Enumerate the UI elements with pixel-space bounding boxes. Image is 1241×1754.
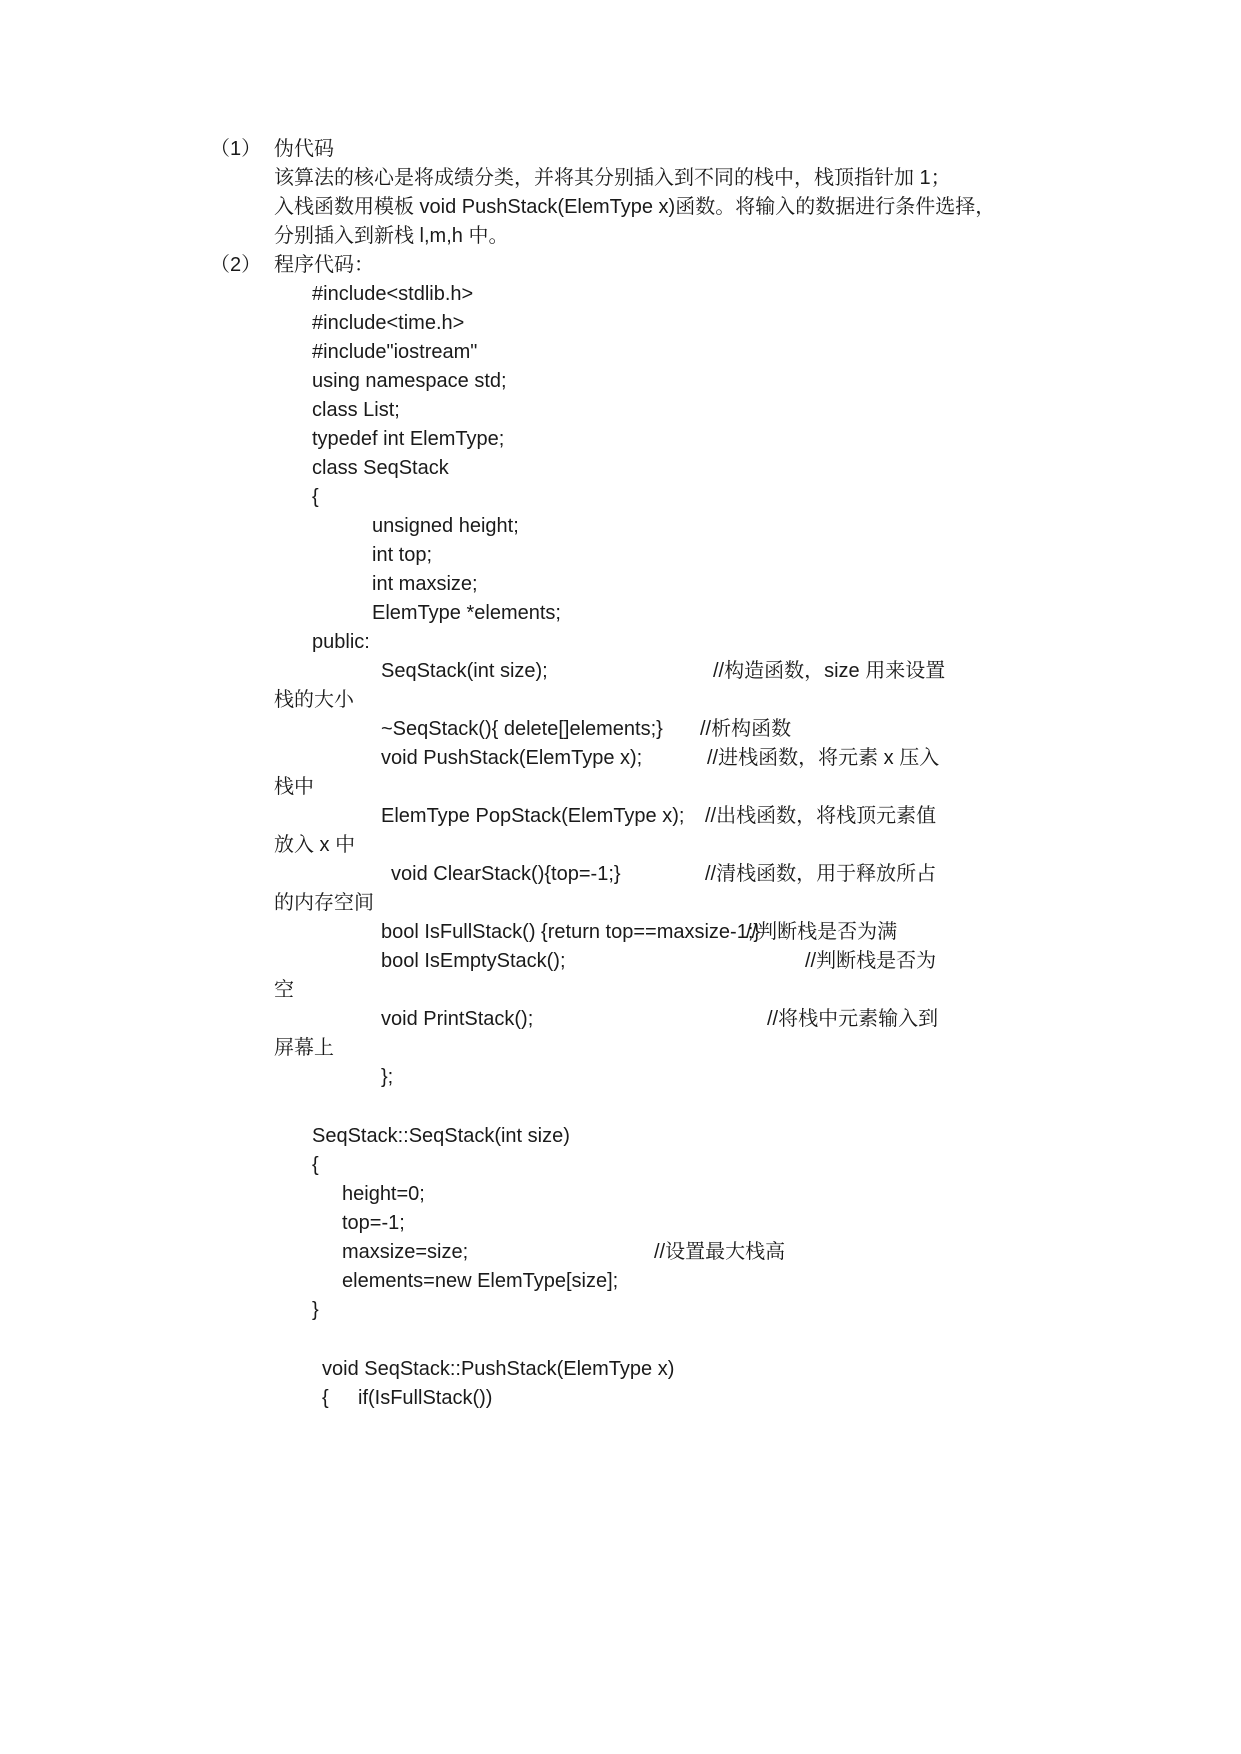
- code-method-push: void PushStack(ElemType x);: [381, 747, 643, 769]
- paragraph-line-3: 分别插入到新栈 l,m,h 中。: [274, 225, 509, 247]
- code-method-ctor: SeqStack(int size);: [381, 660, 548, 682]
- code-comment-pop: //出栈函数，将栈顶元素值: [705, 805, 937, 827]
- code-wrap-push: 栈中: [274, 776, 314, 798]
- paragraph-line-2: 入栈函数用模板 void PushStack(ElemType x)函数。将输入的数据进行条件选择，: [274, 196, 996, 218]
- code-class-list: class List;: [312, 399, 400, 421]
- code-ctor-comment: //设置最大栈高: [654, 1241, 786, 1263]
- code-ctor-signature: SeqStack::SeqStack(int size): [312, 1125, 570, 1147]
- code-member-top: int top;: [372, 544, 433, 566]
- code-class-close: };: [381, 1066, 394, 1088]
- code-public: public:: [312, 631, 370, 653]
- code-method-print: void PrintStack();: [381, 1008, 534, 1030]
- paragraph-line-1: 该算法的核心是将成绩分类，并将其分别插入到不同的栈中，栈顶指针加 1；: [274, 167, 951, 189]
- code-comment-push: //进栈函数，将元素 x 压入: [707, 747, 940, 769]
- code-push-open: {: [322, 1387, 329, 1409]
- code-include-time: #include<time.h>: [312, 312, 465, 334]
- code-member-height: unsigned height;: [372, 515, 519, 537]
- code-ctor-close: }: [312, 1299, 319, 1321]
- code-include-iostream: #include"iostream": [312, 341, 478, 363]
- code-wrap-clear: 的内存空间: [274, 892, 374, 914]
- code-ctor-open: {: [312, 1154, 319, 1176]
- code-method-isempty: bool IsEmptyStack();: [381, 950, 566, 972]
- code-comment-dtor: //析构函数: [700, 718, 792, 740]
- code-member-elements: ElemType *elements;: [372, 602, 561, 624]
- section-2-number: （2）: [210, 254, 262, 276]
- code-comment-isfull: //判断栈是否为满: [746, 921, 898, 943]
- code-include-stdlib: #include<stdlib.h>: [312, 283, 474, 305]
- code-comment-isempty: //判断栈是否为: [805, 950, 937, 972]
- code-wrap-ctor: 栈的大小: [274, 689, 354, 711]
- code-comment-ctor: //构造函数，size 用来设置: [713, 660, 946, 682]
- code-wrap-print: 屏幕上: [274, 1037, 334, 1059]
- code-ctor-elements: elements=new ElemType[size];: [342, 1270, 619, 1292]
- section-1-number: （1）: [210, 138, 262, 160]
- code-push-signature: void SeqStack::PushStack(ElemType x): [322, 1358, 675, 1380]
- code-typedef: typedef int ElemType;: [312, 428, 505, 450]
- code-method-clear: void ClearStack(){top=-1;}: [391, 863, 621, 885]
- code-method-pop: ElemType PopStack(ElemType x);: [381, 805, 685, 827]
- code-ctor-maxsize: maxsize=size;: [342, 1241, 469, 1263]
- code-wrap-pop: 放入 x 中: [274, 834, 356, 856]
- code-comment-clear: //清栈函数，用于释放所占: [705, 863, 937, 885]
- section-1-title: 伪代码: [274, 138, 334, 160]
- code-wrap-isempty: 空: [274, 979, 294, 1001]
- section-2-title: 程序代码：: [274, 254, 374, 276]
- code-class-seqstack: class SeqStack: [312, 457, 449, 479]
- code-using: using namespace std;: [312, 370, 507, 392]
- code-push-first: if(IsFullStack()): [358, 1387, 493, 1409]
- code-method-dtor: ~SeqStack(){ delete[]elements;}: [381, 718, 663, 740]
- code-open-brace: {: [312, 486, 319, 508]
- code-method-isfull: bool IsFullStack() {return top==maxsize-1;}: [381, 921, 761, 943]
- code-member-maxsize: int maxsize;: [372, 573, 478, 595]
- code-ctor-height: height=0;: [342, 1183, 425, 1205]
- code-comment-print: //将栈中元素输入到: [767, 1008, 939, 1030]
- code-ctor-top: top=-1;: [342, 1212, 405, 1234]
